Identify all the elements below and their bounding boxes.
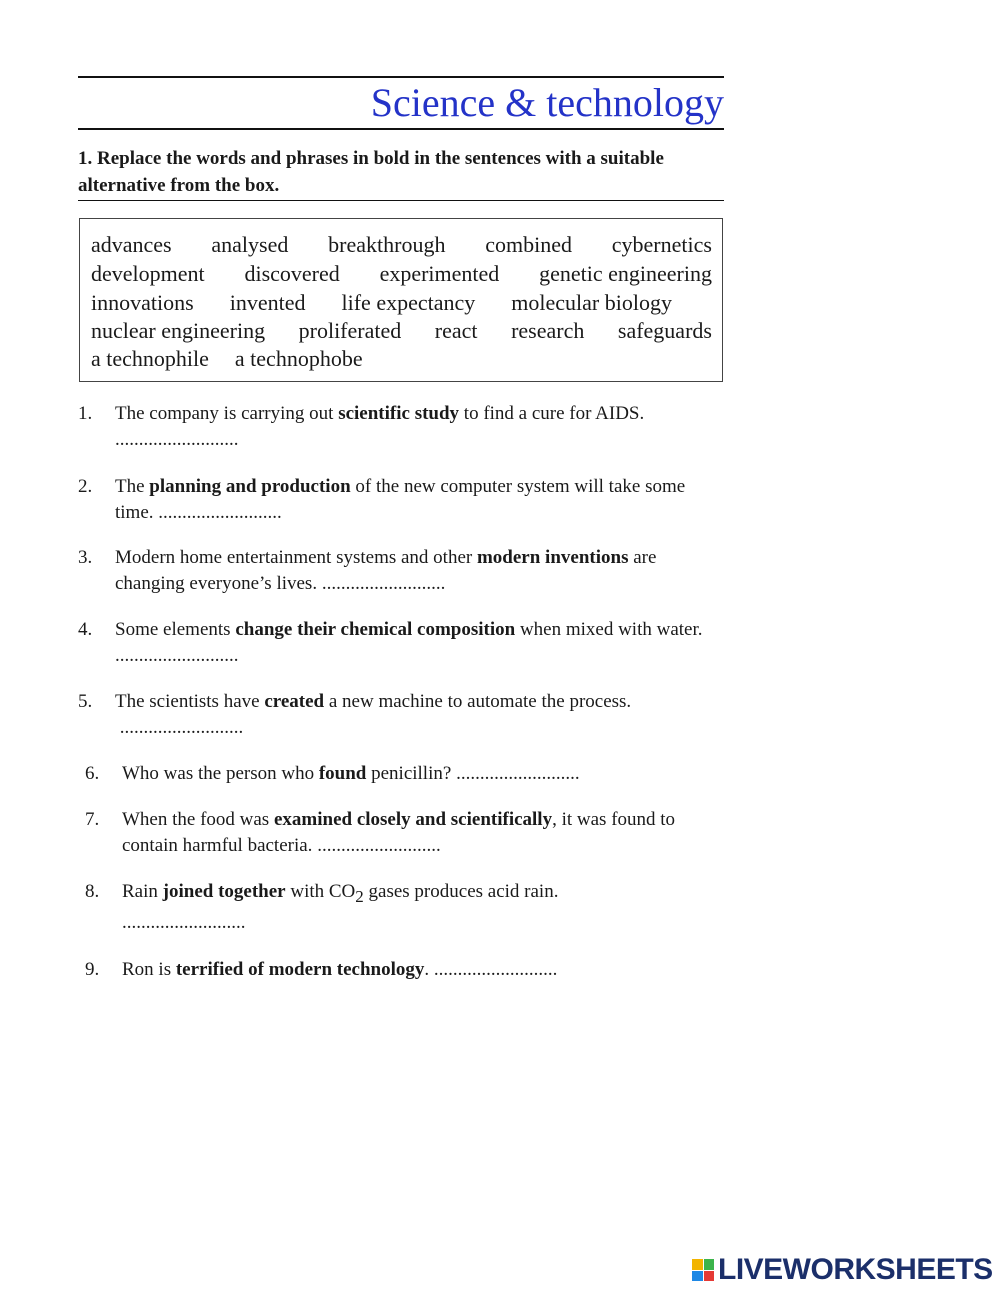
question-item <box>85 807 725 859</box>
question-number: 6. <box>85 763 100 784</box>
question-number: 3. <box>78 547 93 568</box>
word-box-row <box>91 345 712 373</box>
word-option: discovered <box>244 261 340 286</box>
logo-square <box>692 1271 703 1282</box>
question-number: 1. <box>78 403 93 424</box>
liveworksheets-logo <box>692 1255 993 1285</box>
word-option: proliferated <box>298 318 402 343</box>
question-item <box>78 545 728 597</box>
logo-square <box>704 1271 715 1282</box>
answer-blank[interactable]: .......................... <box>158 502 282 523</box>
word-option: genetic engineering <box>539 261 712 286</box>
answer-blank[interactable]: .......................... <box>115 429 239 450</box>
question-item <box>78 689 728 741</box>
question-text: Some elements change their chemical composition when mixed with water. .......................... <box>115 619 703 666</box>
logo-mark-icon <box>692 1259 714 1281</box>
answer-blank[interactable]: .......................... <box>456 763 580 784</box>
bold-phrase: examined closely and scientifically <box>273 809 553 830</box>
word-box-row <box>91 260 712 288</box>
question-item <box>78 474 728 526</box>
bold-phrase: terrified of modern technology <box>175 959 425 980</box>
exercise-instruction: 1. Replace the words and phrases in bold in the sentences with a suitable alternative from the box. <box>78 148 664 196</box>
question-text: The scientists have created a new machine to automate the process. .......................... <box>115 691 632 738</box>
word-option: molecular biology <box>511 290 672 315</box>
question-text: When the food was examined closely and scientifically, it was found to contain harmful bacteria. .......................... <box>122 809 676 856</box>
question-text: Modern home entertainment systems and other modern inventions are changing everyone’s lives. .......................... <box>115 547 657 594</box>
question-text: The company is carrying out scientific study to find a cure for AIDS. .......................... <box>115 403 645 450</box>
question-number: 5. <box>78 691 93 712</box>
question-number: 7. <box>85 809 100 830</box>
logo-square <box>704 1259 715 1270</box>
answer-blank[interactable]: .......................... <box>321 573 446 594</box>
logo-square <box>692 1259 703 1270</box>
word-option: innovations <box>91 290 194 315</box>
word-option: a technophile <box>91 346 209 371</box>
question-item <box>85 957 735 983</box>
word-option: nuclear engineering <box>91 318 266 343</box>
question-number: 2. <box>78 476 93 497</box>
word-box <box>79 218 723 382</box>
answer-blank[interactable]: .......................... <box>122 911 246 933</box>
word-option: react <box>434 318 478 343</box>
word-option: research <box>511 318 585 343</box>
word-option: invented <box>229 290 306 315</box>
question-item <box>85 761 735 787</box>
word-option: breakthrough <box>328 232 446 257</box>
bold-phrase: scientific study <box>338 403 460 424</box>
bold-phrase: created <box>264 691 325 712</box>
instruction-rule <box>78 200 724 201</box>
question-number: 8. <box>85 881 100 902</box>
question-text: Ron is terrified of modern technology. .......................... <box>122 959 558 980</box>
question-item <box>85 879 735 936</box>
word-option: advances <box>91 232 172 257</box>
bold-phrase: planning and production <box>149 476 351 497</box>
word-option: cybernetics <box>611 232 712 257</box>
word-option: combined <box>485 232 572 257</box>
logo-text: LIVEWORKSHEETS <box>718 1253 993 1286</box>
question-number: 4. <box>78 619 93 640</box>
word-option: a technophobe <box>234 346 363 371</box>
answer-blank[interactable]: .......................... <box>115 645 239 666</box>
bold-phrase: change their chemical composition <box>235 619 516 640</box>
subscript: 2 <box>355 886 364 906</box>
question-item <box>78 401 728 453</box>
word-box-row <box>91 289 672 317</box>
title-rule <box>78 128 724 130</box>
question-item <box>78 617 728 669</box>
question-text: Rain joined together with $CO_2$ gases produces acid rain. .......................... <box>122 881 559 933</box>
word-option: analysed <box>211 232 289 257</box>
answer-blank[interactable]: .......................... <box>119 717 244 738</box>
answer-blank[interactable]: .......................... <box>433 959 558 980</box>
bold-phrase: modern inventions <box>476 547 629 568</box>
bold-phrase: joined together <box>162 881 286 902</box>
answer-blank[interactable]: .......................... <box>317 835 441 856</box>
question-text: The planning and production of the new computer system will take some time. .......................... <box>115 476 686 523</box>
question-number: 9. <box>85 959 100 980</box>
word-option: safeguards <box>617 318 712 343</box>
word-box-row <box>91 317 712 345</box>
question-text: Who was the person who found penicillin? .......................... <box>122 763 580 784</box>
word-option: life expectancy <box>341 290 476 315</box>
page-title: Science & technology <box>370 80 724 125</box>
word-box-row <box>91 231 712 259</box>
word-option: development <box>91 261 205 286</box>
top-rule <box>78 76 724 78</box>
word-option: experimented <box>379 261 500 286</box>
bold-phrase: found <box>318 763 367 784</box>
